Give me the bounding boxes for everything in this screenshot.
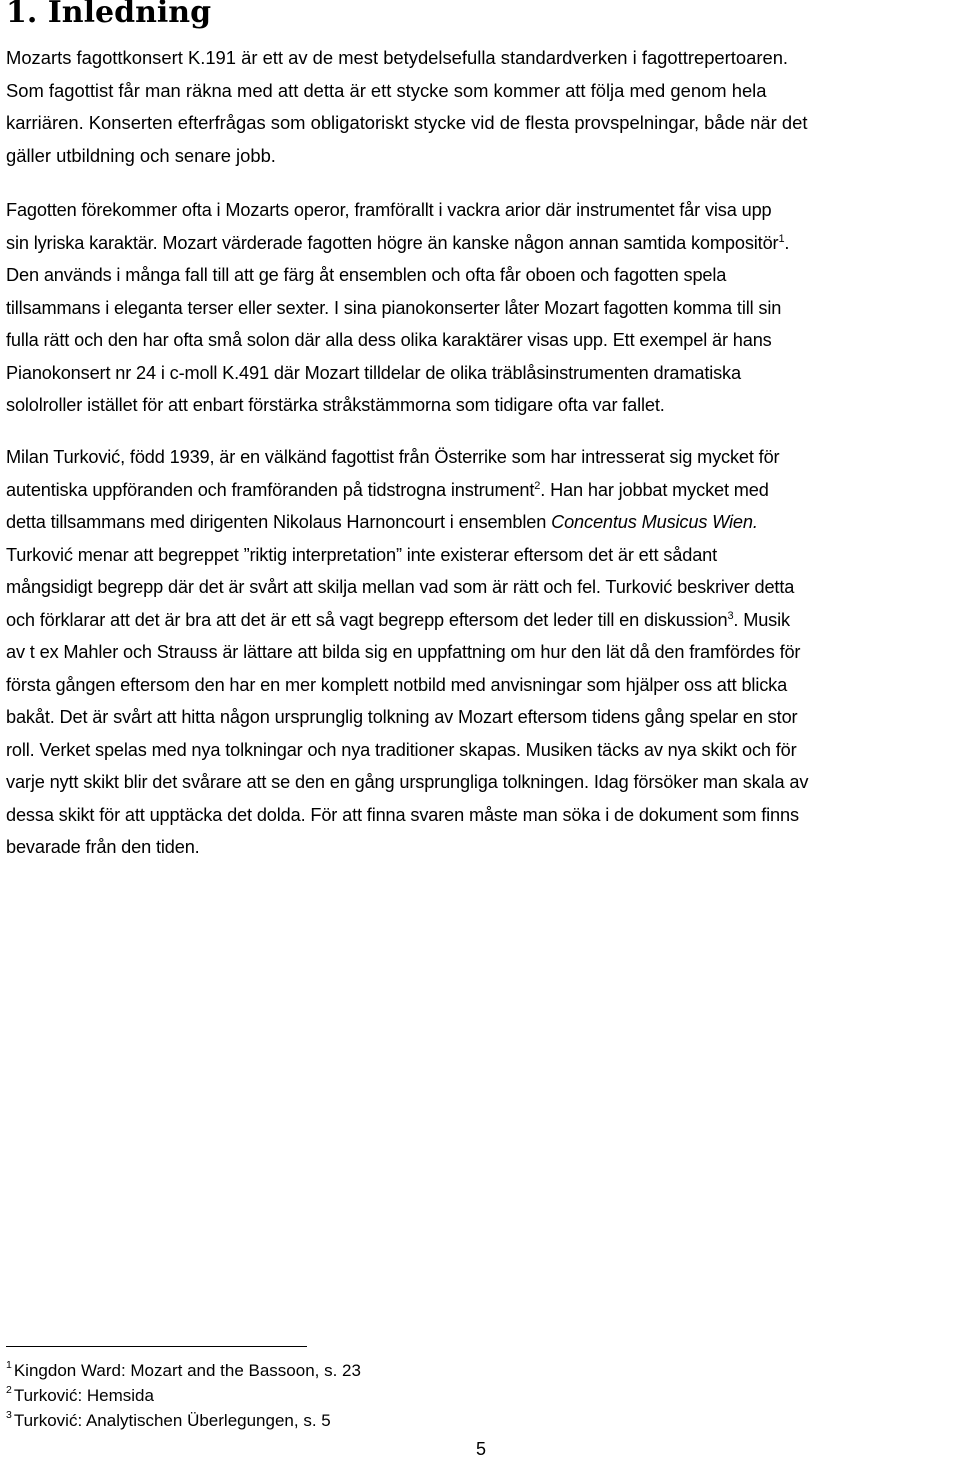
text-segment: detta tillsammans med dirigenten Nikolaus Harnoncourt i ensemblen [6,512,552,532]
text-line: dessa skikt för att upptäcka det dolda. För att finna svaren måste man söka i de dokument som finns [6,804,799,825]
text-line: roll. Verket spelas med nya tolkningar och nya traditioner skapas. Musiken täcks av nya skikt och för [6,739,797,760]
text-line: sololroller istället för att enbart förstärka stråkstämmorna som tidigare ofta var fallet. [6,395,665,415]
paragraph-intro [6,42,956,172]
text-line: bevarade från den tiden. [6,837,200,857]
text-line: Som fagottist får man räkna med att detta är ett stycke som kommer att följa med genom hela [6,79,767,101]
footnotes [6,1358,361,1433]
footnote-number: 1 [6,1359,12,1371]
footnote-text: Turković: Hemsida [13,1386,154,1405]
footnote-number: 2 [6,1384,12,1396]
text-line: Turković menar att begreppet ”riktig interpretation” inte existerar eftersom det är ett sådant [6,544,718,565]
footnote-item [6,1408,361,1433]
text-line: gäller utbildning och senare jobb. [6,144,276,166]
text-line: Fagotten förekommer ofta i Mozarts operor, framförallt i vackra arior där instrumentet får visa upp [6,200,772,220]
text-line: bakåt. Det är svårt att hitta någon ursprunglig tolkning av Mozart eftersom tidens gång spelar en stor [6,707,798,727]
text-line: av t ex Mahler och Strauss är lättare att bilda sig en uppfattning om hur den lät då den framfördes för [6,642,801,662]
text-line: varje nytt skikt blir det svårare att se den en gång ursprungliga tolkningen. Idag försöker man skala av [6,772,809,792]
text-segment: sin lyriska karaktär. Mozart värderade fagotten högre än kanske någon annan samtida kompositör [6,232,779,253]
text-line: Pianokonsert nr 24 i c-moll K.491 där Mozart tilldelar de olika träblåsinstrumenten dramatiska [6,362,741,383]
text-line [6,474,960,507]
paragraph-turkovic [6,441,960,864]
footnote-item [6,1358,361,1383]
text-line: Den används i många fall till att ge färg åt ensemblen och ofta får oboen och fagotten spela [6,265,727,285]
footnote-number: 3 [6,1409,12,1421]
ensemble-name: Concentus Musicus Wien. [551,512,758,532]
footnote-text: Turković: Analytischen Überlegungen, s. 5 [13,1411,331,1430]
text-segment: autentiska uppföranden och framföranden på tidstrogna instrument [6,479,535,500]
footnote-item [6,1383,361,1408]
section-heading: 1. Inledning [6,0,212,30]
text-line [6,227,960,260]
footnote-text: Kingdon Ward: Mozart and the Bassoon, s. 23 [13,1361,361,1380]
text-line [6,506,960,539]
text-line: tillsammans i eleganta terser eller sexter. I sina pianokonserter låter Mozart fagotten komma till sin [6,297,782,318]
text-line [6,604,960,637]
text-line: Milan Turković, född 1939, är en välkänd fagottist från Österrike som har intresserat sig mycket för [6,447,780,467]
text-segment: och förklarar att det är bra att det är ett så vagt begrepp eftersom det leder till en diskussion [6,609,728,630]
footnote-reference[interactable]: 3 [727,609,734,622]
footnote-reference[interactable]: 2 [534,479,541,492]
text-segment: . Musik [733,609,790,630]
text-line: karriären. Konserten efterfrågas som obligatoriskt stycke vid de flesta provspelningar, både när det [6,112,808,133]
text-line: mångsidigt begrepp där det är svårt att skilja mellan vad som är rätt och fel. Turković beskriver detta [6,577,795,597]
text-segment: . [784,232,790,253]
text-line: Mozarts fagottkonsert K.191 är ett av de mest betydelsefulla standardverken i fagottrepertoaren. [6,47,789,68]
footnote-divider [6,1346,307,1347]
page-number: 5 [476,1439,487,1459]
paragraph-bassoon-in-operas [6,194,960,422]
text-line: fulla rätt och den har ofta små solon där alla dess olika karaktärer visas upp. Ett exempel är hans [6,330,772,350]
text-segment: . Han har jobbat mycket med [540,479,769,500]
text-line: första gången eftersom den har en mer komplett notbild med anvisningar som hjälper oss att blicka [6,674,788,695]
footnote-reference[interactable]: 1 [778,232,785,245]
